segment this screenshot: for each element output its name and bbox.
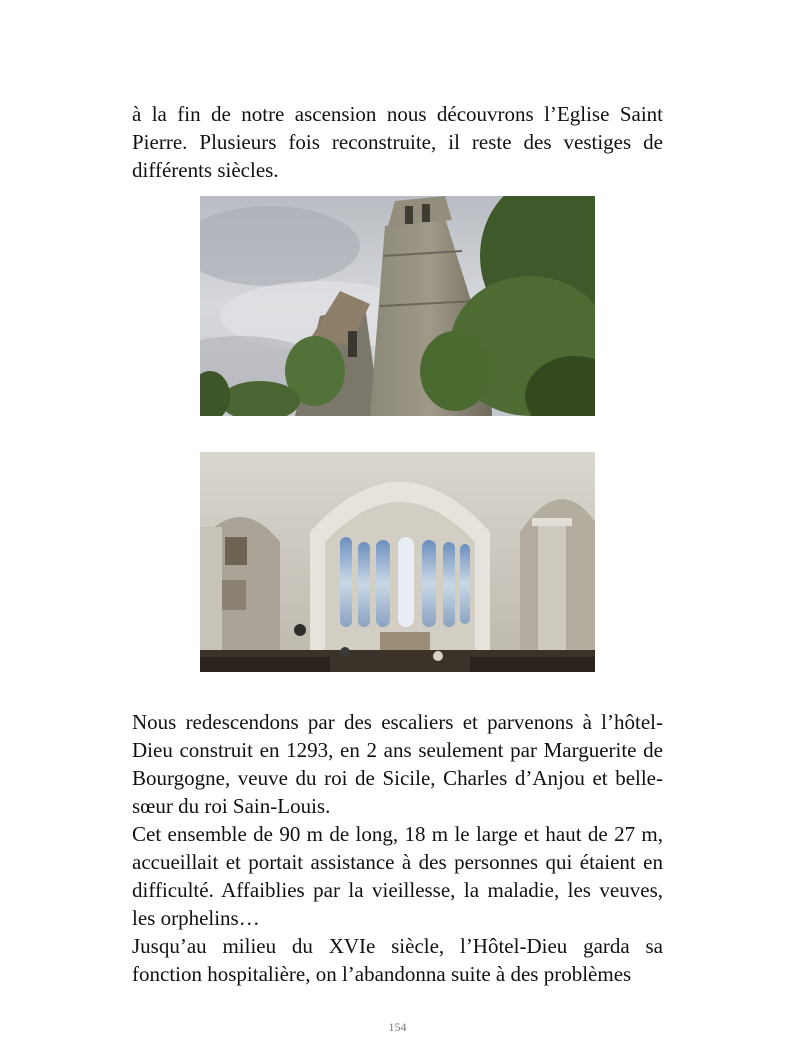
page-number: 154 xyxy=(388,1020,407,1034)
body-paragraphs xyxy=(132,708,663,988)
hotel-dieu-paragraph-3: Jusqu’au milieu du XVIe siècle, l’Hôtel-Dieu garda sa fonction hospitalière, on l’abandonna suite à des problèmes xyxy=(132,934,663,986)
hotel-dieu-paragraph-2: Cet ensemble de 90 m de long, 18 m le large et haut de 27 m, accueillait et portait assistance à des personnes qui étaient en difficulté. Affaiblies par la vieillesse, la maladie, les veuves, les orphelins… xyxy=(132,822,663,930)
intro-paragraph xyxy=(132,100,663,184)
church-interior-photo xyxy=(200,452,595,672)
church-exterior-photo xyxy=(200,196,595,416)
intro-text: à la fin de notre ascension nous découvrons l’Eglise Saint Pierre. Plusieurs fois reconstruite, il reste des vestiges de différents siècles. xyxy=(132,102,663,182)
hotel-dieu-paragraph-1: Nous redescendons par des escaliers et parvenons à l’hôtel-Dieu construit en 1293, en 2 ans seulement par Marguerite de Bourgogne, veuve du roi de Sicile, Charles d’Anjou et belle-sœur du roi Sain-Louis. xyxy=(132,710,663,818)
